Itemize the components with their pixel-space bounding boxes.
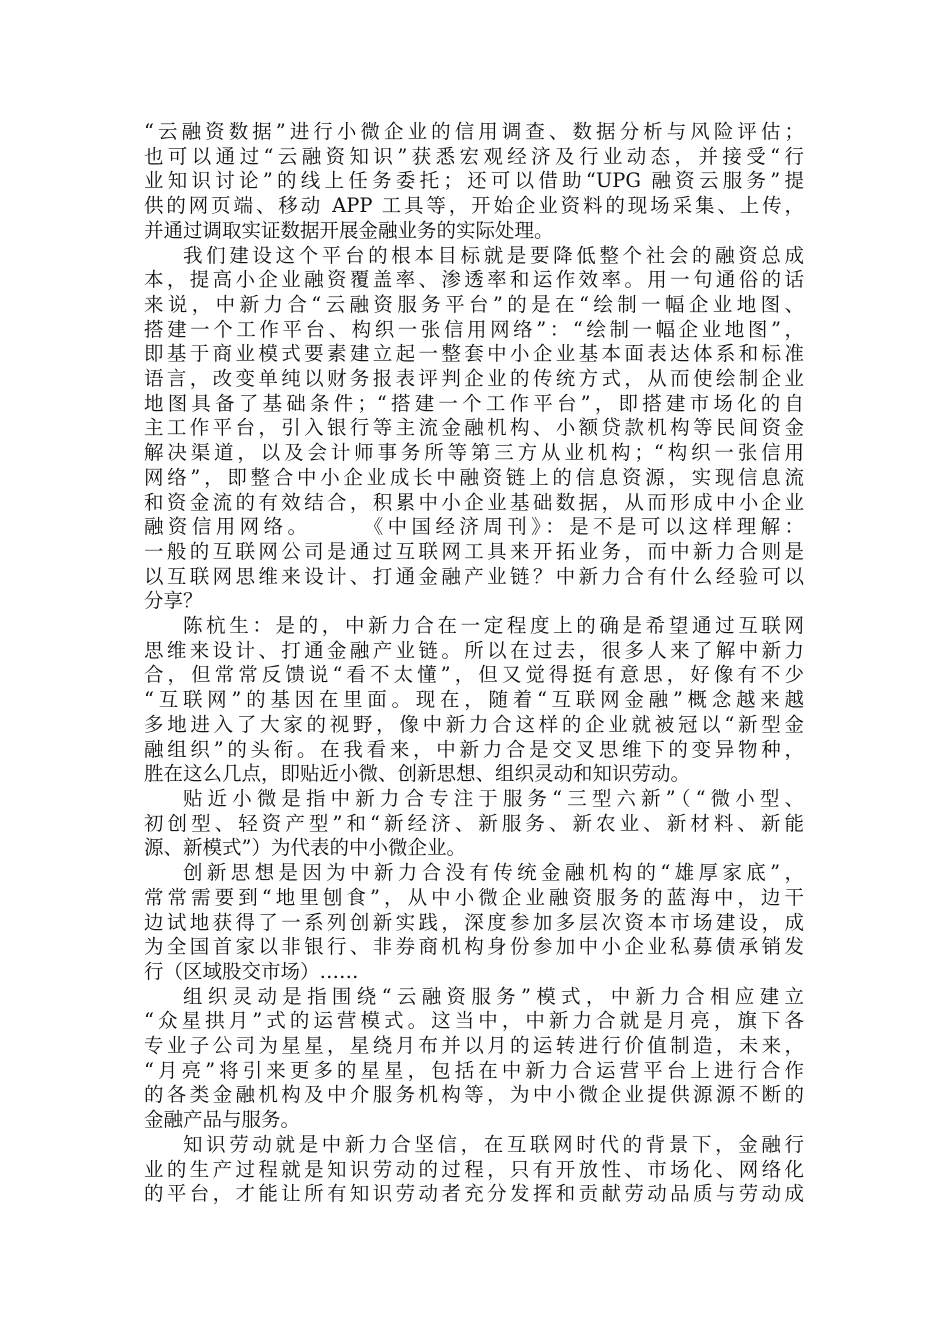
text-line: 边试地获得了一系列创新实践，深度参加多层次资本市场建设，成 [144,910,804,934]
text-line: 行（区域股交市场）…… [144,959,359,983]
text-line: 和资金流的有效结合，积累中小企业基础数据，从而形成中小企业 [144,490,804,514]
text-line: 供的网页端、移动 APP 工具等，开始企业资料的现场采集、上传， [144,194,804,218]
text-line: 初创型、轻资产型”和“新经济、新服务、新农业、新材料、新能 [144,811,804,835]
text-line: 创新思想是因为中新力合没有传统金融机构的“雄厚家底”， [183,861,804,885]
text-line: 思维来设计、打通金融产业链。所以在过去，很多人来了解中新力 [144,638,804,662]
text-line: 源、新模式”）为代表的中小微企业。 [144,836,466,860]
text-line: 一般的互联网公司是通过互联网工具来开拓业务，而中新力合则是 [144,539,804,563]
text-line: 语言，改变单纯以财务报表评判企业的传统方式，从而使绘制企业 [144,367,804,391]
text-line: 的平台，才能让所有知识劳动者充分发挥和贡献劳动品质与劳动成 [144,1182,804,1206]
text-line: 贴近小微是指中新力合专注于服务“三型六新”（“微小型、 [183,786,804,810]
text-line: 的各类金融机构及中介服务机构等，为中小微企业提供源源不断的 [144,1083,804,1107]
text-line: 金融产品与服务。 [144,1108,301,1132]
text-line: 融组织”的头衔。在我看来，中新力合是交叉思维下的变异物种， [144,737,804,761]
text-line: 分享？ [144,589,203,613]
text-line: 业知识讨论”的线上任务委托；还可以借助“UPG 融资云服务”提 [144,169,804,193]
text-line: 常常需要到“地里刨食”，从中小微企业融资服务的蓝海中，边干 [144,885,804,909]
text-line: 组织灵动是指围绕“云融资服务”模式，中新力合相应建立 [183,984,804,1008]
text-line: 本，提高小企业融资覆盖率、渗透率和运作效率。用一句通俗的话 [144,268,804,292]
text-line: 即基于商业模式要素建立起一整套中小企业基本面表达体系和标准 [144,342,804,366]
text-line: 主工作平台，引入银行等主流金融机构、小额贷款机构等民间资金 [144,416,804,440]
text-line: 来说，中新力合“云融资服务平台”的是在“绘制一幅企业地图、 [144,292,804,316]
text-line: 网络”，即整合中小企业成长中融资链上的信息资源，实现信息流 [144,465,804,489]
text-line: 多地进入了大家的视野，像中新力合这样的企业就被冠以“新型金 [144,712,804,736]
text-line: 专业子公司为星星，星绕月布并以月的运转进行价值制造，未来， [144,1034,804,1058]
text-line: 业的生产过程就是知识劳动的过程，只有开放性、市场化、网络化 [144,1157,804,1181]
text-line: “月亮”将引来更多的星星，包括在中新力合运营平台上进行合作 [144,1058,804,1082]
text-line: “云融资数据”进行小微企业的信用调查、数据分析与风险评估； [144,120,804,143]
text-line: 以互联网思维来设计、打通金融产业链？中新力合有什么经验可以 [144,564,804,588]
text-line: 搭建一个工作平台、构织一张信用网络”：“绘制一幅企业地图”， [144,317,804,341]
text-line: 并通过调取实证数据开展金融业务的实际处理。 [144,218,554,242]
text-line: 解决渠道，以及会计师事务所等第三方从业机构；“构织一张信用 [144,441,804,465]
text-line: 为全国首家以非银行、非券商机构身份参加中小企业私募债承销发 [144,935,804,959]
document-page [144,120,804,1207]
text-line: 胜在这么几点，即贴近小微、创新思想、组织灵动和知识劳动。 [144,762,691,786]
text-line: 我们建设这个平台的根本目标就是要降低整个社会的融资总成 [183,243,804,267]
text-line: “互联网”的基因在里面。现在，随着“互联网金融”概念越来越 [144,688,804,712]
text-line: 陈杭生：是的，中新力合在一定程度上的确是希望通过互联网 [183,614,804,638]
text-line: 融资信用网络。 《中国经济周刊》：是不是可以这样理解： [144,515,804,539]
text-line: 合，但常常反馈说“看不太懂”，但又觉得挺有意思，好像有不少 [144,663,804,687]
text-line: 也可以通过“云融资知识”获悉宏观经济及行业动态，并接受“行 [144,144,804,168]
text-line: 知识劳动就是中新力合坚信，在互联网时代的背景下，金融行 [183,1132,804,1156]
text-line: “众星拱月”式的运营模式。这当中，中新力合就是月亮，旗下各 [144,1009,804,1033]
text-line: 地图具备了基础条件；“搭建一个工作平台”，即搭建市场化的自 [144,391,804,415]
